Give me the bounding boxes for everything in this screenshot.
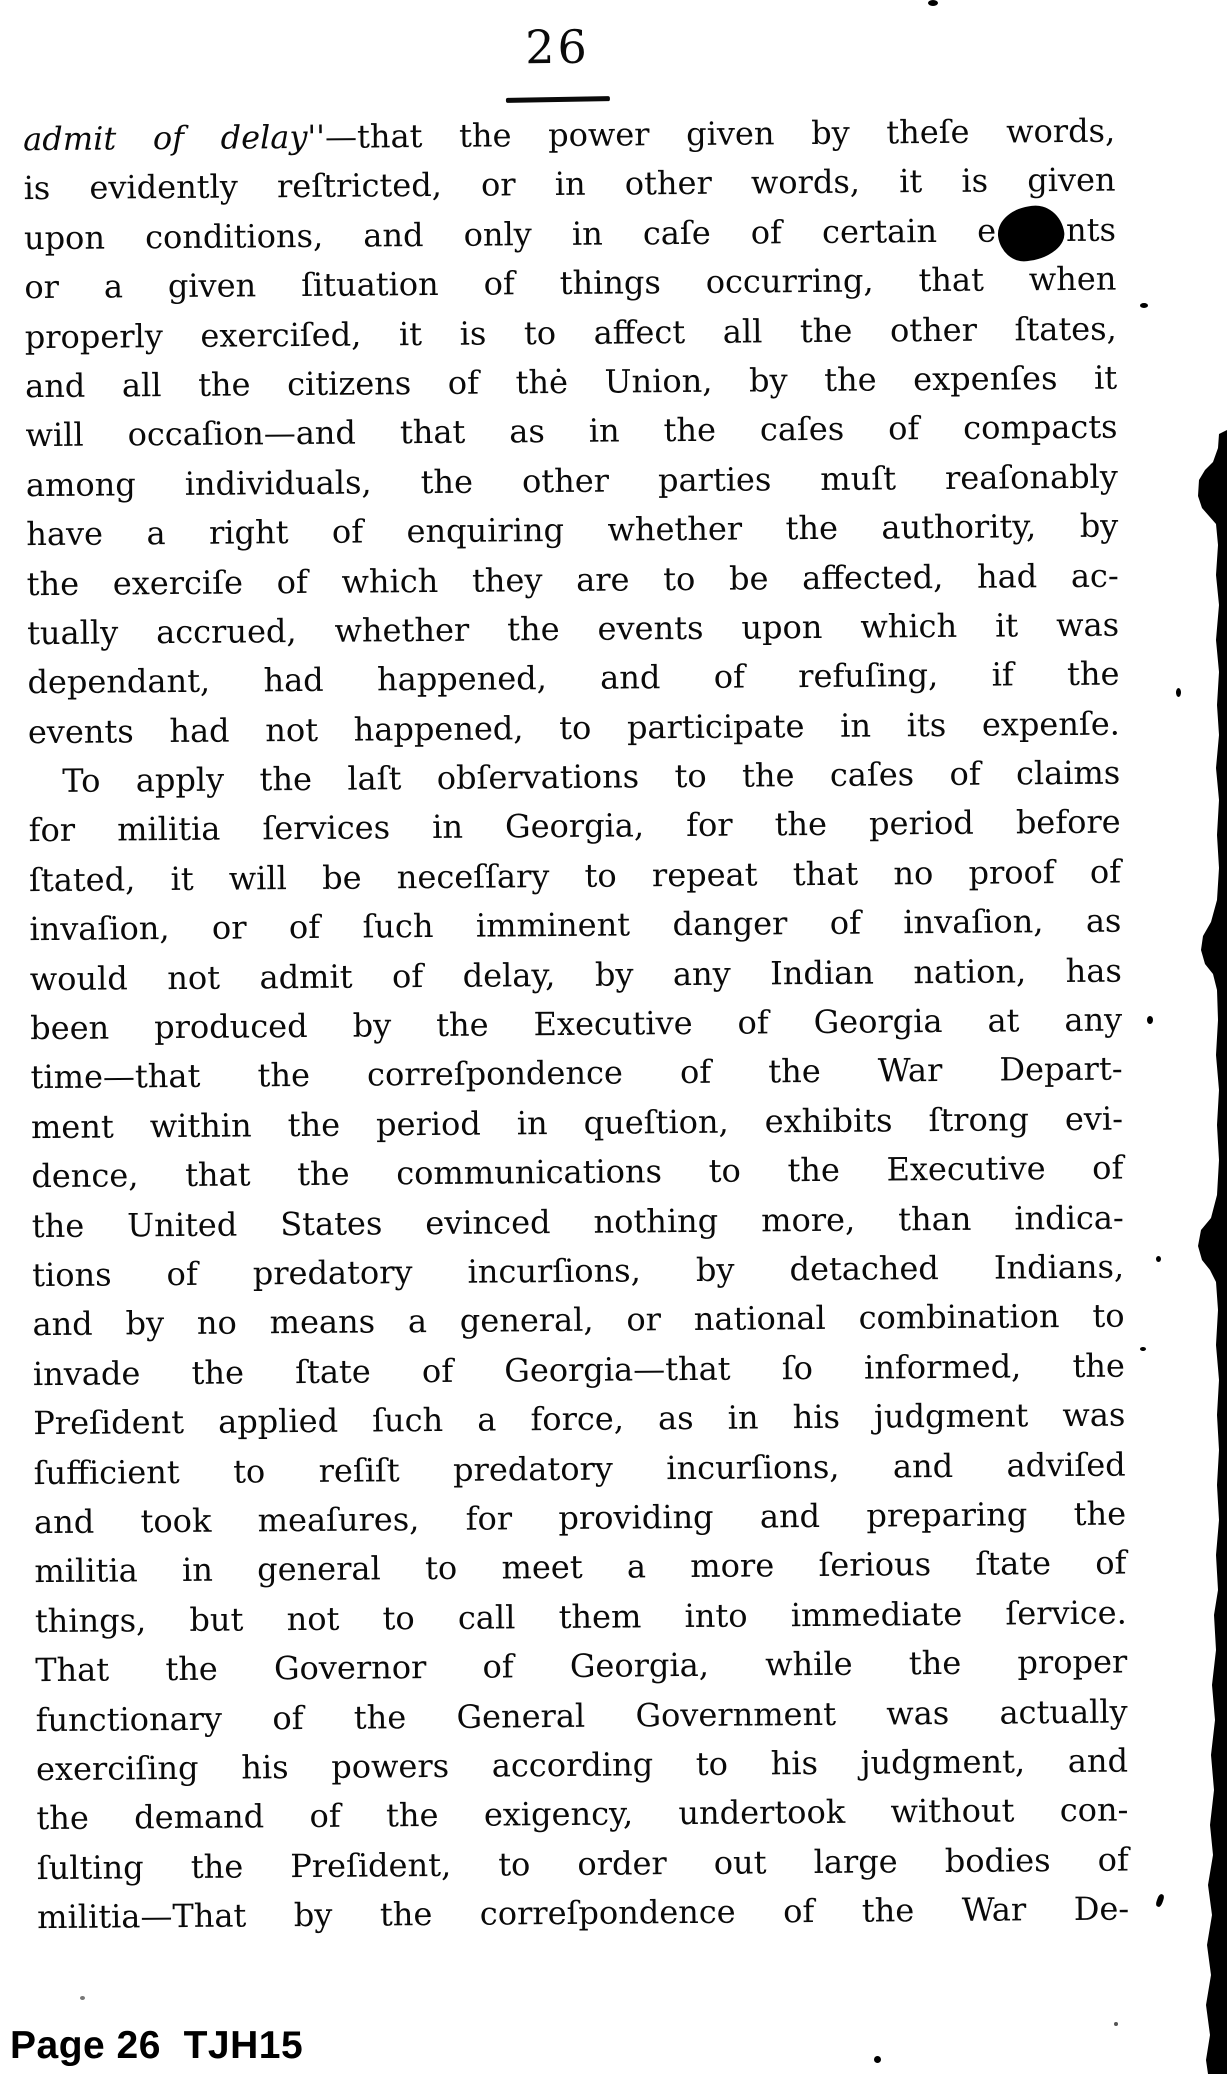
text-line: [32, 1193, 1124, 1251]
text-segment: nts: [1065, 210, 1117, 249]
text-segment: have a right of enquiring whether the authority, by: [26, 506, 1119, 554]
ink-speck: [1140, 1347, 1146, 1351]
scan-footer-label: Page 26 TJH15: [10, 2024, 304, 2067]
text-line: [33, 1391, 1125, 1449]
text-line: [34, 1490, 1126, 1548]
text-segment: and all the citizens of thė Union, by the expenſes it: [25, 358, 1118, 406]
text-line: [24, 205, 1116, 263]
text-segment: ſtated, it will be neceſſary to repeat that no proof of: [28, 852, 1122, 900]
text-line: [25, 304, 1117, 362]
text-segment: upon conditions, and only in caſe of certain e: [23, 211, 997, 257]
text-line: [28, 749, 1120, 807]
text-line: [35, 1687, 1127, 1745]
ink-speck: [80, 1996, 85, 2000]
text-line: [23, 156, 1115, 214]
text-segment: dence, that the communications to the Executive of: [31, 1148, 1124, 1196]
ink-speck: [928, 0, 938, 6]
text-line: [27, 601, 1119, 659]
text-segment: dependant, had happened, and of refuſing, if the: [27, 654, 1120, 702]
ink-speck: [1147, 1016, 1153, 1024]
text-segment: or a given ſituation of things occurring, that when: [24, 259, 1117, 307]
text-line: [36, 1736, 1128, 1794]
text-line: [32, 1292, 1124, 1350]
text-segment: exerciſing his powers according to his judgment, and: [35, 1741, 1129, 1789]
text-line: [37, 1885, 1129, 1943]
ink-speck: [874, 2056, 881, 2063]
text-line: [31, 1094, 1123, 1152]
text-line: [34, 1440, 1126, 1498]
text-segment: tions of predatory incurſions, by detached Indians,: [31, 1247, 1125, 1295]
text-segment: invade the ſtate of Georgia—that ſo informed, the: [32, 1346, 1126, 1393]
text-line: [27, 650, 1119, 708]
body-text: [23, 107, 1129, 1943]
text-segment: been produced by the Executive of Georgia at any: [30, 1000, 1123, 1048]
text-segment: among individuals, the other parties muſt reaſonably: [25, 457, 1119, 504]
text-line: [35, 1638, 1127, 1696]
text-segment: ment within the period in queſtion, exhibits ſtrong evi-: [30, 1099, 1124, 1146]
text-segment: things, but not to call them into immediate ſervice.: [34, 1593, 1127, 1640]
page-number: 26: [525, 19, 590, 75]
text-segment: militia in general to meet a more ſerious ſtate of: [34, 1543, 1127, 1591]
text-line: [30, 996, 1122, 1054]
text-line: [26, 502, 1118, 560]
text-line: [36, 1786, 1128, 1844]
text-segment: the United States evinced nothing more, than indica-: [31, 1198, 1124, 1245]
text-line: [30, 1045, 1122, 1103]
text-line: [24, 255, 1116, 313]
text-segment: events had not happened, to participate in its expenſe.: [27, 704, 1120, 751]
text-line: [30, 946, 1122, 1004]
text-line: [25, 403, 1117, 461]
text-segment: Preſident applied ſuch a force, as in his judgment was: [33, 1395, 1126, 1443]
text-segment: admit of delay'': [23, 117, 326, 159]
text-line: [33, 1341, 1125, 1399]
text-segment: will occaſion—and that as in the caſes of compacts: [25, 407, 1118, 455]
text-line: [29, 897, 1121, 955]
text-segment: That the Governor of Georgia, while the proper: [35, 1642, 1128, 1690]
text-line: [32, 1243, 1124, 1301]
text-line: [34, 1539, 1126, 1597]
ink-speck: [1176, 688, 1181, 697]
text-segment: and by no means a general, or national combination to: [32, 1296, 1125, 1344]
text-line: [28, 699, 1120, 757]
text-line: [26, 452, 1118, 510]
text-segment: ſufficient to reſiſt predatory incurſions, and adviſed: [33, 1445, 1126, 1492]
text-segment: the demand of the exigency, undertook without con-: [36, 1790, 1129, 1838]
text-line: [23, 107, 1115, 165]
text-segment: properly exerciſed, it is to affect all the other ſtates,: [24, 309, 1117, 356]
scan-edge-artifact: [1193, 0, 1227, 2074]
ink-speck: [1114, 2022, 1118, 2026]
text-segment: would not admit of delay, by any Indian nation, has: [29, 951, 1122, 998]
text-segment: and took meaſures, for providing and preparing the: [33, 1494, 1127, 1542]
text-segment: tually accrued, whether the events upon which it was: [26, 605, 1120, 653]
header-rule: [506, 96, 610, 103]
ink-speck: [1156, 1256, 1161, 1262]
text-segment: militia—That by the correſpondence of the War De-: [37, 1889, 1130, 1937]
text-segment: To apply the laſt obſervations to the caſes of claims: [62, 753, 1121, 800]
text-line: [37, 1835, 1129, 1893]
text-segment: —that the power given by theſe words,: [324, 111, 1116, 156]
text-line: [28, 798, 1120, 856]
text-segment: for militia ſervices in Georgia, for the period before: [28, 803, 1121, 850]
text-line: [29, 847, 1121, 905]
text-line: [35, 1588, 1127, 1646]
text-segment: the exerciſe of which they are to be affected, had ac-: [26, 556, 1119, 603]
text-segment: invaſion, or of ſuch imminent danger of invaſion, as: [29, 901, 1122, 949]
text-line: [31, 1144, 1123, 1202]
text-line: [27, 551, 1119, 609]
text-line: [25, 354, 1117, 412]
ink-speck: [1140, 303, 1148, 308]
text-segment: is evidently reſtricted, or in other words, it is given: [23, 161, 1116, 208]
text-segment: functionary of the General Government was actually: [35, 1692, 1128, 1739]
text-segment: time—that the correſpondence of the War Depart-: [30, 1050, 1123, 1097]
text-segment: ſulting the Preſident, to order out large bodies of: [36, 1840, 1129, 1887]
